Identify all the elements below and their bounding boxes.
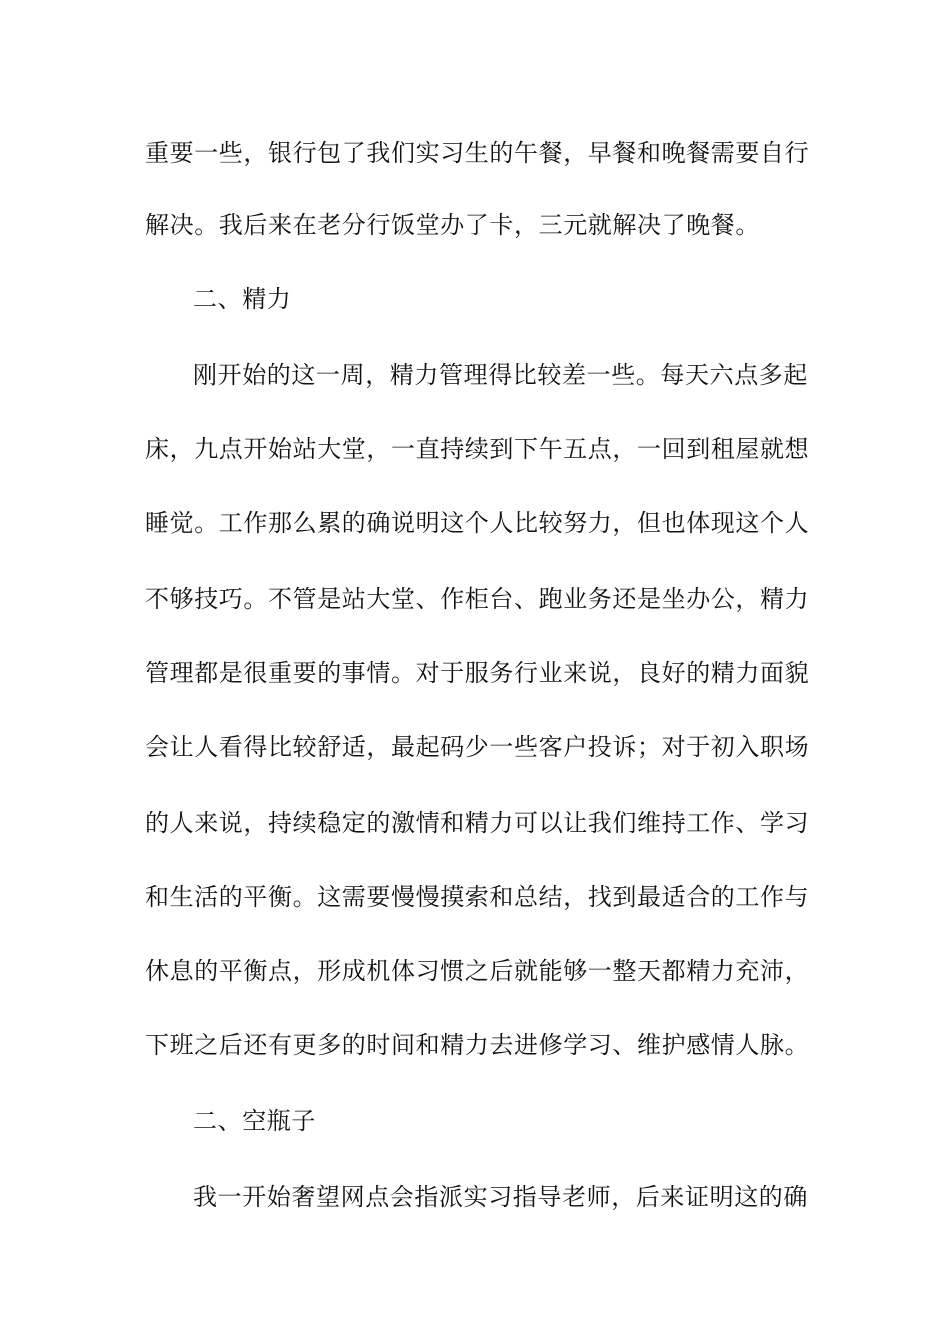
section-heading: 二、精力 (193, 285, 292, 313)
section-heading: 二、空瓶子 (193, 1107, 316, 1135)
body-text-line: 休息的平衡点，形成机体习惯之后就能够一整天都精力充沛， (145, 957, 810, 985)
body-text-line: 床，九点开始站大堂，一直持续到下午五点，一回到租屋就想 (145, 435, 810, 463)
body-text-line: 重要一些，银行包了我们实习生的午餐，早餐和晚餐需要自行 (145, 139, 810, 167)
body-text-line: 和生活的平衡。这需要慢慢摸索和总结，找到最适合的工作与 (145, 883, 810, 911)
paragraph-first-line: 我一开始奢望网点会指派实习指导老师，后来证明这的确 (193, 1183, 808, 1211)
body-text-line: 会让人看得比较舒适，最起码少一些客户投诉；对于初入职场 (145, 733, 810, 761)
body-text-line: 睡觉。工作那么累的确说明这个人比较努力，但也体现这个人 (145, 509, 810, 537)
paragraph-first-line: 刚开始的这一周，精力管理得比较差一些。每天六点多起 (193, 361, 808, 389)
body-text-line: 下班之后还有更多的时间和精力去进修学习、维护感情人脉。 (145, 1031, 810, 1059)
body-text-line: 不够技巧。不管是站大堂、作柜台、跑业务还是坐办公，精力 (145, 585, 810, 613)
body-text-line: 的人来说，持续稳定的激情和精力可以让我们维持工作、学习 (145, 809, 810, 837)
body-text-line: 解决。我后来在老分行饭堂办了卡，三元就解决了晚餐。 (145, 211, 760, 239)
body-text-line: 管理都是很重要的事情。对于服务行业来说，良好的精力面貌 (145, 659, 810, 687)
